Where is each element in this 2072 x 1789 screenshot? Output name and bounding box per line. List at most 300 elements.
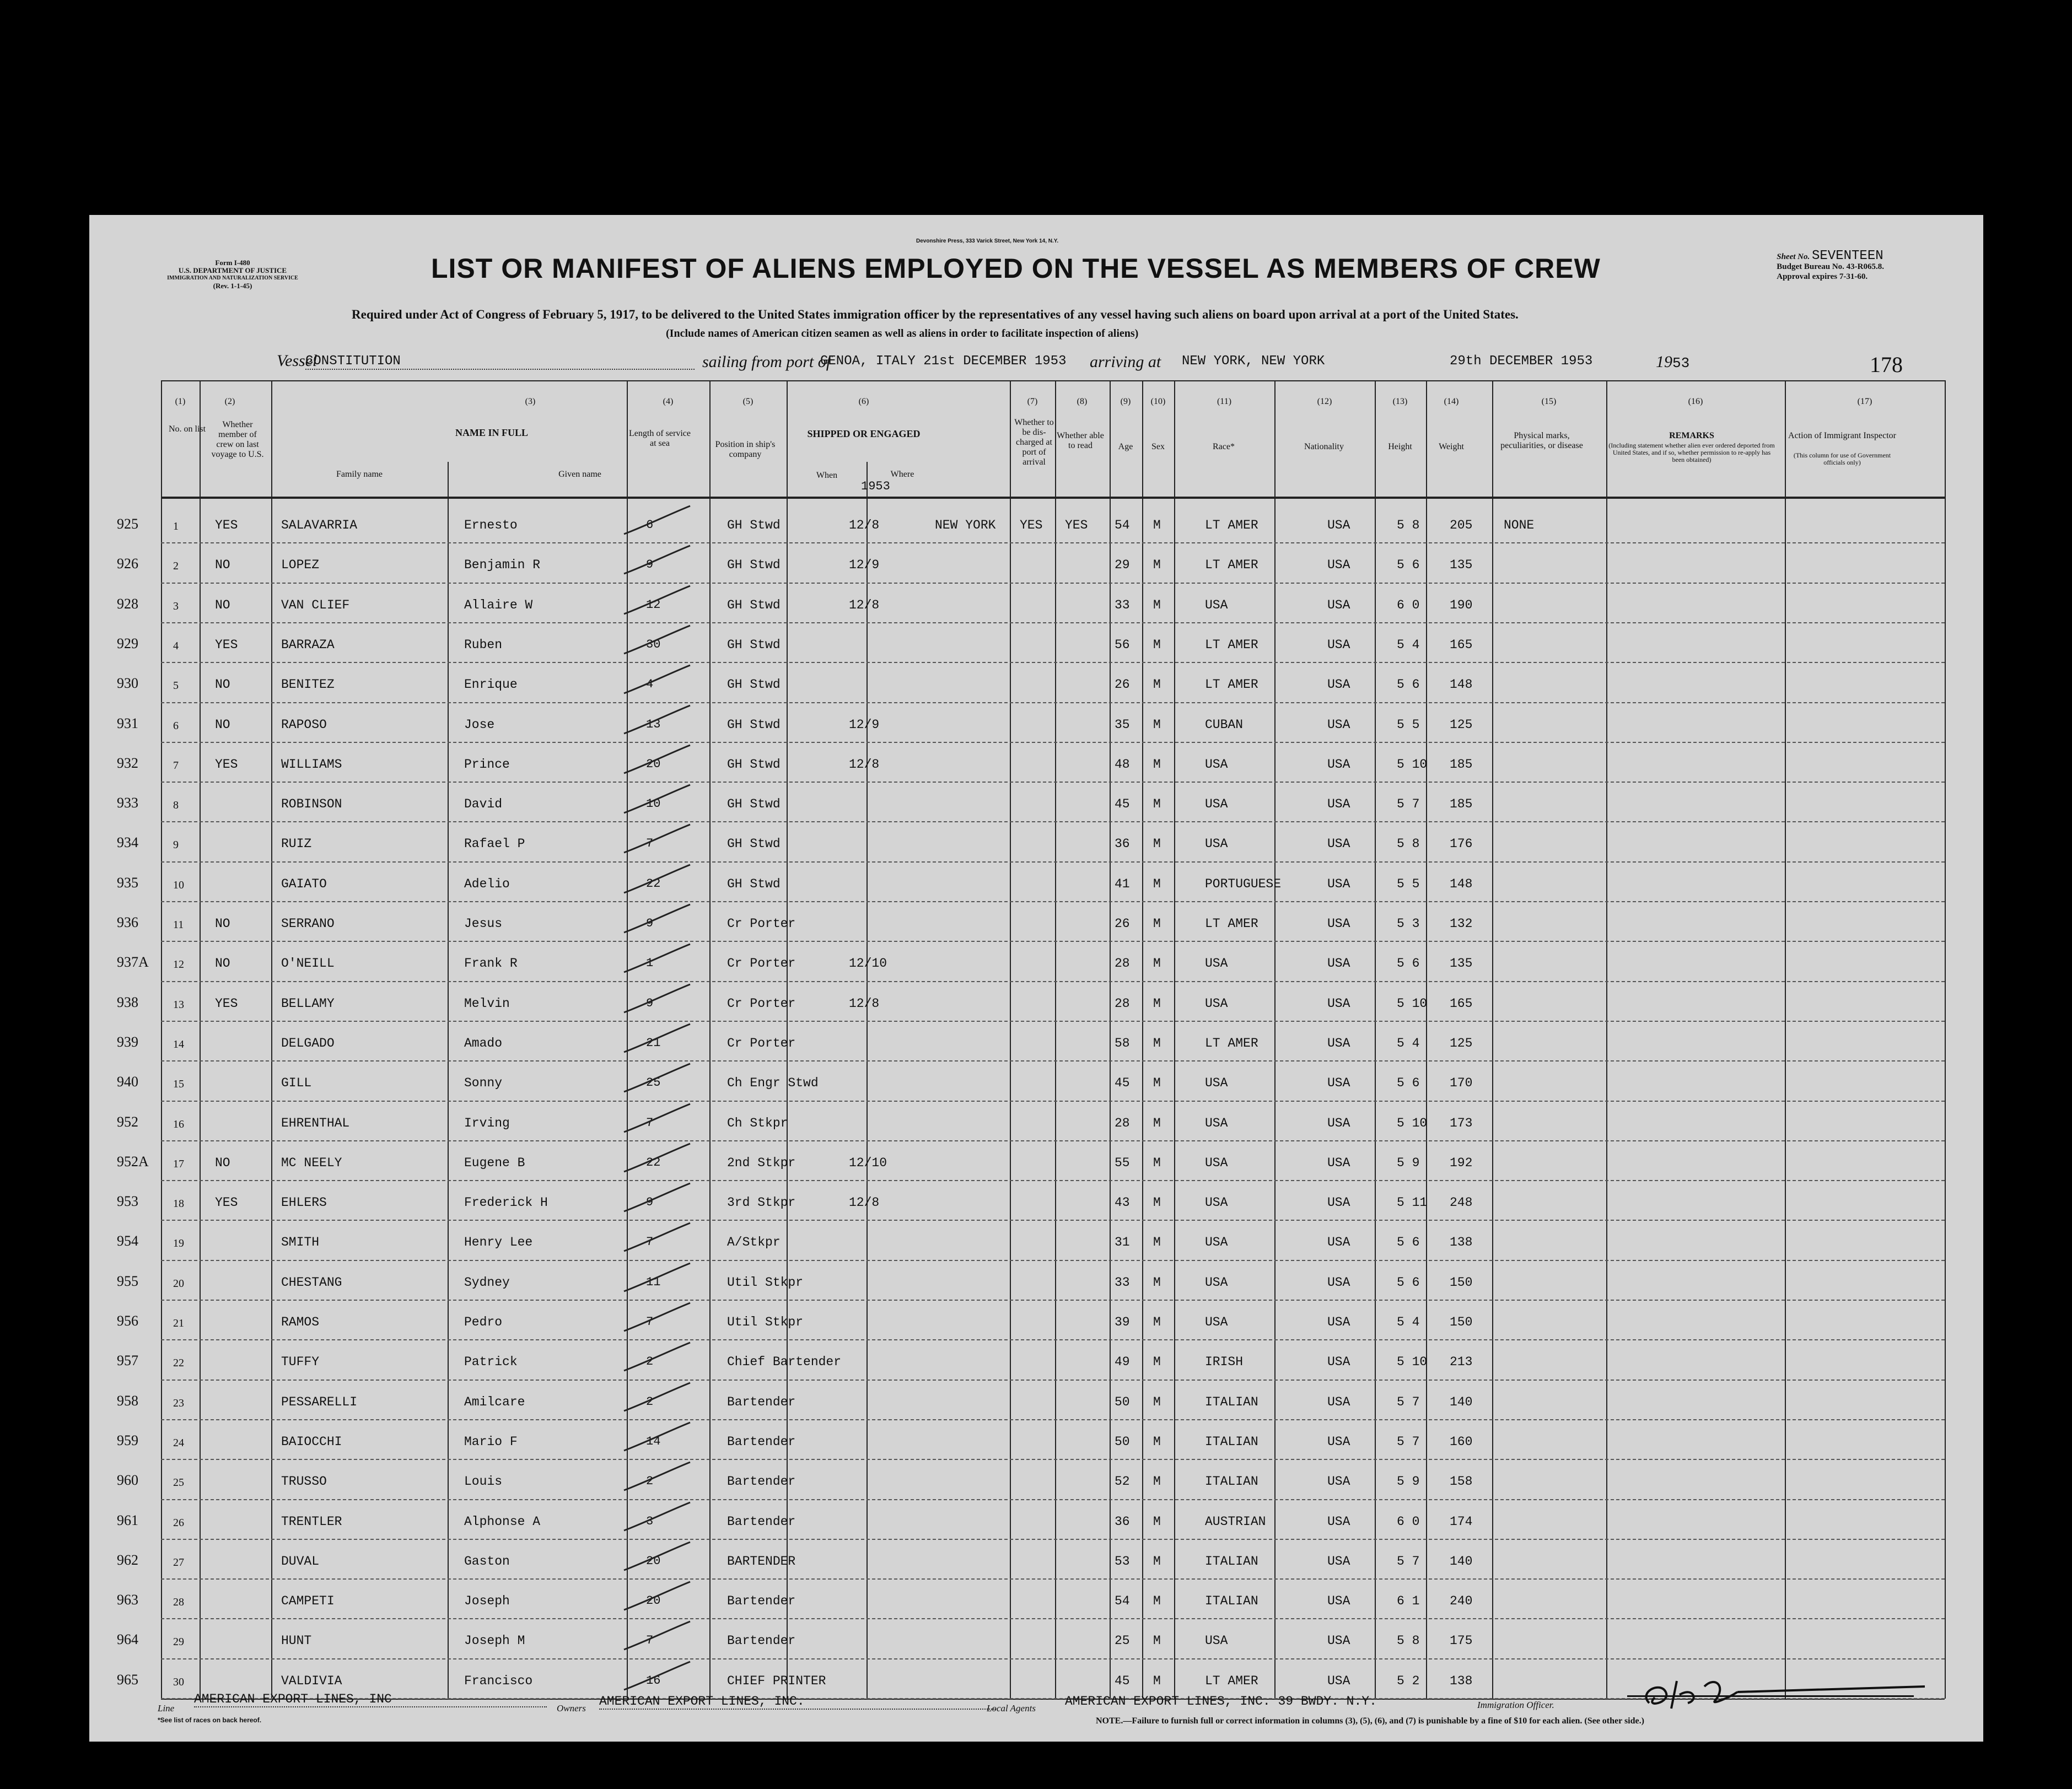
column-number: (13)	[1392, 397, 1408, 406]
service-check-mark	[618, 1221, 696, 1254]
cell-sex: M	[1153, 1195, 1161, 1210]
cell-given: Adelio	[464, 877, 510, 891]
year-suffix: 53	[1672, 355, 1690, 371]
cell-service: 2	[646, 1474, 654, 1488]
cell-crew: YES	[215, 1195, 238, 1210]
cell-position: Cr Porter	[727, 996, 796, 1011]
row-reference: 962	[117, 1552, 138, 1568]
cell-height: 6 1	[1397, 1594, 1420, 1608]
cell-crew: NO	[215, 1156, 230, 1170]
cell-age: 36	[1115, 837, 1130, 851]
row-number: 4	[173, 640, 179, 652]
cell-position: 2nd Stkpr	[727, 1156, 796, 1170]
cell-age: 28	[1115, 996, 1130, 1011]
cell-age: 25	[1115, 1634, 1130, 1648]
footer-owners-label: Owners	[557, 1703, 586, 1713]
cell-race: ITALIAN	[1205, 1474, 1258, 1489]
cell-weight: 125	[1450, 1036, 1473, 1050]
row-reference: 925	[117, 516, 138, 532]
cell-position: 3rd Stkpr	[727, 1195, 796, 1210]
service-check-mark	[618, 1061, 696, 1095]
column-rule	[161, 380, 162, 1699]
header-inspector: Action of Immigrant Inspector	[1788, 431, 1896, 440]
service-check-mark	[618, 543, 696, 576]
row-rule	[161, 1618, 1945, 1619]
cell-family: EHLERS	[281, 1195, 327, 1210]
service-check-mark	[618, 743, 696, 776]
header-inspector-note: (This column for use of Government officials only)	[1793, 451, 1891, 466]
row-reference: 954	[117, 1233, 138, 1249]
cell-race: USA	[1205, 598, 1228, 612]
cell-family: CAMPETI	[281, 1594, 335, 1608]
cell-family: RAPOSO	[281, 718, 327, 732]
cell-sex: M	[1153, 877, 1161, 891]
service-check-mark	[618, 982, 696, 1015]
cell-weight: 248	[1450, 1195, 1473, 1210]
cell-height: 5 8	[1397, 1634, 1420, 1648]
service-check-mark	[618, 1659, 696, 1693]
footer-owners: AMERICAN EXPORT LINES, INC.	[599, 1694, 996, 1710]
cell-when: 12/8	[849, 598, 880, 612]
cell-given: Amilcare	[464, 1395, 525, 1409]
cell-given: Jose	[464, 718, 495, 732]
form-number: Form I-480	[215, 258, 250, 267]
cell-family: ROBINSON	[281, 797, 342, 811]
service-check-mark	[618, 942, 696, 975]
cell-weight: 205	[1450, 518, 1473, 532]
cell-weight: 158	[1450, 1474, 1473, 1489]
service-check-mark	[618, 663, 696, 696]
cell-sex: M	[1153, 1634, 1161, 1648]
cell-position: GH Stwd	[727, 638, 781, 652]
cell-when: 12/9	[849, 558, 880, 572]
column-rule	[1606, 380, 1607, 1699]
row-number: 18	[173, 1198, 184, 1210]
service-check-mark	[618, 1340, 696, 1373]
header-family-name: Family name	[336, 470, 383, 479]
cell-height: 5 2	[1397, 1674, 1420, 1688]
column-number: (15)	[1541, 397, 1557, 406]
cell-given: Alphonse A	[464, 1515, 541, 1529]
service: IMMIGRATION AND NATURALIZATION SERVICE	[167, 275, 298, 281]
cell-race: CUBAN	[1205, 718, 1244, 732]
cell-race: LT AMER	[1205, 638, 1258, 652]
header-able-to-read: Whether able to read	[1057, 431, 1104, 450]
cell-weight: 165	[1450, 996, 1473, 1011]
row-rule	[161, 742, 1945, 743]
row-number: 11	[173, 919, 184, 931]
footer-note: NOTE.—Failure to furnish full or correct information in columns (3), (5), (6), and (7) is punishable by a fine of $10 for each alien. (See other side.)	[1096, 1716, 1644, 1726]
cell-given: Prince	[464, 757, 510, 772]
column-number: (5)	[742, 397, 754, 406]
cell-position: Bartender	[727, 1474, 796, 1489]
service-check-mark	[618, 1022, 696, 1055]
row-reference: 965	[117, 1672, 138, 1688]
cell-age: 52	[1115, 1474, 1130, 1489]
table-top-rule	[161, 380, 1945, 381]
cell-sex: M	[1153, 518, 1161, 532]
column-rule	[1055, 380, 1056, 1699]
header-discharged: Whether to be dis-charged at port of arrival	[1014, 418, 1054, 467]
cell-position: GH Stwd	[727, 598, 781, 612]
header-nationality: Nationality	[1304, 442, 1344, 451]
cell-age: 26	[1115, 917, 1130, 931]
vessel-label: Vessel	[277, 352, 317, 370]
cell-weight: 138	[1450, 1674, 1473, 1688]
row-rule	[161, 1339, 1945, 1340]
cell-age: 35	[1115, 718, 1130, 732]
cell-race: USA	[1205, 1634, 1228, 1648]
header-remarks: REMARKS	[1669, 431, 1714, 440]
row-reference: 961	[117, 1512, 138, 1528]
cell-read: YES	[1065, 518, 1088, 532]
row-rule	[161, 1260, 1945, 1261]
cell-family: SALAVARRIA	[281, 518, 358, 532]
cell-service: 13	[646, 718, 661, 731]
cell-family: BARRAZA	[281, 638, 335, 652]
header-crew-last-voyage: Whether member of crew on last voyage to U.S.	[211, 420, 264, 459]
cell-sex: M	[1153, 1315, 1161, 1329]
row-rule	[161, 782, 1945, 783]
cell-nat: USA	[1327, 1435, 1350, 1449]
cell-nat: USA	[1327, 638, 1350, 652]
row-reference: 929	[117, 635, 138, 651]
cell-race: AUSTRIAN	[1205, 1515, 1266, 1529]
header-no-on-list: No. on list	[168, 424, 206, 434]
cell-height: 5 10	[1397, 1116, 1428, 1130]
row-reference: 932	[117, 755, 138, 771]
cell-weight: 174	[1450, 1515, 1473, 1529]
row-rule	[161, 901, 1945, 902]
cell-nat: USA	[1327, 718, 1350, 732]
cell-weight: 185	[1450, 757, 1473, 772]
column-rule	[448, 462, 449, 1699]
cell-sex: M	[1153, 1076, 1161, 1090]
department: U.S. DEPARTMENT OF JUSTICE	[178, 266, 287, 274]
cell-sex: M	[1153, 1156, 1161, 1170]
cell-race: IRISH	[1205, 1355, 1244, 1369]
cell-sex: M	[1153, 1554, 1161, 1569]
cell-sex: M	[1153, 1594, 1161, 1608]
cell-sex: M	[1153, 718, 1161, 732]
cell-given: Frederick H	[464, 1195, 548, 1210]
cell-sex: M	[1153, 1235, 1161, 1249]
cell-weight: 160	[1450, 1435, 1473, 1449]
row-reference: 938	[117, 994, 138, 1010]
cell-family: GAIATO	[281, 877, 327, 891]
service-check-mark	[618, 863, 696, 896]
cell-weight: 176	[1450, 837, 1473, 851]
header-when: When	[816, 471, 838, 480]
cell-given: Mario F	[464, 1435, 518, 1449]
column-number: (16)	[1688, 397, 1703, 406]
cell-given: Jesus	[464, 917, 503, 931]
row-reference: 953	[117, 1193, 138, 1209]
row-reference: 956	[117, 1313, 138, 1329]
form-block	[161, 259, 304, 290]
table-header-rule	[161, 497, 1945, 499]
service-check-mark	[618, 822, 696, 855]
cell-weight: 140	[1450, 1395, 1473, 1409]
cell-sex: M	[1153, 797, 1161, 811]
signature-rule	[1627, 1695, 1914, 1697]
row-number: 30	[173, 1676, 184, 1688]
approval-expires: Approval expires 7-31-60.	[1777, 272, 1868, 281]
row-number: 19	[173, 1237, 184, 1249]
cell-service: 9	[646, 1195, 654, 1209]
cell-family: DUVAL	[281, 1554, 320, 1569]
cell-weight: 165	[1450, 638, 1473, 652]
cell-position: Cr Porter	[727, 1036, 796, 1050]
cell-race: LT AMER	[1205, 1674, 1258, 1688]
row-reference: 934	[117, 834, 138, 850]
row-reference: 959	[117, 1432, 138, 1448]
service-check-mark	[618, 902, 696, 935]
cell-sex: M	[1153, 1275, 1161, 1290]
cell-weight: 213	[1450, 1355, 1473, 1369]
cell-nat: USA	[1327, 877, 1350, 891]
cell-service: 20	[646, 757, 661, 771]
arriving-label: arriving at	[1090, 353, 1161, 371]
cell-when: 12/9	[849, 718, 880, 732]
cell-nat: USA	[1327, 558, 1350, 572]
row-number: 8	[173, 799, 179, 811]
row-number: 6	[173, 720, 179, 732]
column-rule	[1785, 380, 1786, 1699]
cell-nat: USA	[1327, 996, 1350, 1011]
sheet-label: Sheet No.	[1777, 252, 1810, 261]
cell-age: 33	[1115, 1275, 1130, 1290]
cell-nat: USA	[1327, 1594, 1350, 1608]
row-reference: 940	[117, 1074, 138, 1090]
row-rule	[161, 1658, 1945, 1659]
cell-given: Sydney	[464, 1275, 510, 1290]
cell-crew: NO	[215, 598, 230, 612]
cell-crew: NO	[215, 718, 230, 732]
cell-position: A/Stkpr	[727, 1235, 781, 1249]
page-number: 178	[1870, 352, 1903, 377]
cell-where: NEW YORK	[935, 518, 996, 532]
cell-family: SMITH	[281, 1235, 320, 1249]
cell-service: 30	[646, 638, 661, 651]
row-number: 15	[173, 1078, 184, 1090]
cell-sex: M	[1153, 1474, 1161, 1489]
cell-sex: M	[1153, 558, 1161, 572]
service-check-mark	[618, 1540, 696, 1573]
cell-service: 7	[646, 1315, 654, 1329]
cell-race: ITALIAN	[1205, 1594, 1258, 1608]
cell-nat: USA	[1327, 1395, 1350, 1409]
cell-family: DELGADO	[281, 1036, 335, 1050]
cell-age: 50	[1115, 1395, 1130, 1409]
cell-service: 9	[646, 917, 654, 930]
cell-position: Chief Bartender	[727, 1355, 842, 1369]
row-reference: 926	[117, 556, 138, 572]
sailing-port-date: GENOA, ITALY 21st DECEMBER 1953	[820, 354, 1067, 369]
cell-given: Gaston	[464, 1554, 510, 1569]
cell-position: Cr Porter	[727, 956, 796, 971]
header-where: Where	[890, 470, 914, 479]
cell-age: 50	[1115, 1435, 1130, 1449]
row-number: 23	[173, 1397, 184, 1409]
cell-age: 33	[1115, 598, 1130, 612]
cell-sex: M	[1153, 1674, 1161, 1688]
sheet-number: SEVENTEEN	[1812, 249, 1883, 263]
cell-family: VALDIVIA	[281, 1674, 342, 1688]
cell-sex: M	[1153, 677, 1161, 692]
row-rule	[161, 1459, 1945, 1460]
cell-given: Allaire W	[464, 598, 533, 612]
row-rule	[161, 542, 1945, 543]
cell-given: Henry Lee	[464, 1235, 533, 1249]
cell-position: Bartender	[727, 1435, 796, 1449]
header-age: Age	[1118, 442, 1133, 451]
cell-given: Louis	[464, 1474, 503, 1489]
budget-bureau: Budget Bureau No. 43-R065.8.	[1777, 262, 1884, 271]
cell-given: Frank R	[464, 956, 518, 971]
service-check-mark	[618, 504, 696, 537]
cell-family: O'NEILL	[281, 956, 335, 971]
cell-position: Ch Stkpr	[727, 1116, 788, 1130]
cell-race: USA	[1205, 1235, 1228, 1249]
cell-sex: M	[1153, 996, 1161, 1011]
cell-position: Util Stkpr	[727, 1275, 804, 1290]
row-number: 29	[173, 1636, 184, 1648]
sheet-block	[1777, 251, 1884, 282]
cell-given: Eugene B	[464, 1156, 525, 1170]
row-number: 26	[173, 1517, 184, 1529]
cell-position: GH Stwd	[727, 677, 781, 692]
cell-height: 5 10	[1397, 757, 1428, 772]
cell-family: BENITEZ	[281, 677, 335, 692]
service-check-mark	[618, 1580, 696, 1613]
cell-weight: 125	[1450, 718, 1473, 732]
column-number: (7)	[1027, 397, 1038, 406]
cell-sex: M	[1153, 1435, 1161, 1449]
cell-sex: M	[1153, 837, 1161, 851]
column-number: (11)	[1217, 397, 1232, 406]
cell-height: 5 6	[1397, 1076, 1420, 1090]
cell-position: GH Stwd	[727, 757, 781, 772]
cell-race: ITALIAN	[1205, 1554, 1258, 1569]
row-rule	[161, 861, 1945, 863]
cell-age: 43	[1115, 1195, 1130, 1210]
cell-crew: YES	[215, 638, 238, 652]
cell-age: 45	[1115, 1674, 1130, 1688]
cell-age: 29	[1115, 558, 1130, 572]
cell-nat: USA	[1327, 1674, 1350, 1688]
row-rule	[161, 1220, 1945, 1221]
cell-nat: USA	[1327, 1515, 1350, 1529]
cell-age: 54	[1115, 1594, 1130, 1608]
header-weight: Weight	[1439, 442, 1464, 451]
cell-race: ITALIAN	[1205, 1395, 1258, 1409]
cell-height: 6 0	[1397, 1515, 1420, 1529]
row-rule	[161, 1060, 1945, 1061]
cell-family: WILLIAMS	[281, 757, 342, 772]
cell-crew: NO	[215, 917, 230, 931]
row-rule	[161, 1140, 1945, 1141]
cell-family: TRENTLER	[281, 1515, 342, 1529]
row-number: 14	[173, 1038, 184, 1050]
races-note: *See list of races on back hereof.	[158, 1716, 262, 1724]
row-reference: 928	[117, 596, 138, 612]
column-number: (17)	[1857, 397, 1872, 406]
cell-height: 5 6	[1397, 1275, 1420, 1290]
column-number: (10)	[1150, 397, 1166, 406]
header-name-in-full: NAME IN FULL	[455, 427, 528, 438]
cell-given: Pedro	[464, 1315, 503, 1329]
service-check-mark	[618, 1261, 696, 1294]
cell-weight: 138	[1450, 1235, 1473, 1249]
row-reference: 939	[117, 1034, 138, 1050]
row-number: 3	[173, 600, 179, 612]
row-number: 9	[173, 839, 179, 851]
cell-race: USA	[1205, 757, 1228, 772]
cell-crew: NO	[215, 956, 230, 971]
vessel-name: CONSTITUTION	[305, 354, 695, 370]
cell-height: 5 6	[1397, 677, 1420, 692]
cell-weight: 170	[1450, 1076, 1473, 1090]
row-reference: 964	[117, 1631, 138, 1647]
cell-nat: USA	[1327, 518, 1350, 532]
cell-weight: 135	[1450, 956, 1473, 971]
cell-weight: 190	[1450, 598, 1473, 612]
cell-height: 5 10	[1397, 996, 1428, 1011]
cell-nat: USA	[1327, 956, 1350, 971]
cell-service: 7	[646, 1116, 654, 1130]
cell-height: 5 7	[1397, 1554, 1420, 1569]
cell-sex: M	[1153, 1116, 1161, 1130]
cell-family: BELLAMY	[281, 996, 335, 1011]
cell-race: USA	[1205, 1195, 1228, 1210]
header-given-name: Given name	[558, 470, 601, 479]
cell-height: 5 7	[1397, 1435, 1420, 1449]
cell-weight: 173	[1450, 1116, 1473, 1130]
cell-given: Benjamin R	[464, 558, 541, 572]
cell-sex: M	[1153, 1036, 1161, 1050]
cell-family: VAN CLIEF	[281, 598, 350, 612]
row-number: 24	[173, 1437, 184, 1449]
footer-line: AMERICAN EXPORT LINES, INC	[194, 1692, 547, 1707]
header-position: Position in ship's company	[715, 440, 776, 459]
cell-service: 3	[646, 1515, 654, 1528]
cell-age: 31	[1115, 1235, 1130, 1249]
row-rule	[161, 981, 1945, 982]
cell-weight: 192	[1450, 1156, 1473, 1170]
cell-given: Ruben	[464, 638, 503, 652]
cell-age: 28	[1115, 1116, 1130, 1130]
cell-service: 2	[646, 1355, 654, 1368]
cell-race: USA	[1205, 1076, 1228, 1090]
row-rule	[161, 583, 1945, 584]
cell-service: 20	[646, 1554, 661, 1568]
service-check-mark	[618, 783, 696, 816]
cell-position: GH Stwd	[727, 837, 781, 851]
cell-race: LT AMER	[1205, 1036, 1258, 1050]
column-number: (1)	[175, 397, 186, 406]
cell-service: 16	[646, 1674, 661, 1688]
cell-age: 55	[1115, 1156, 1130, 1170]
revision: (Rev. 1-1-45)	[213, 282, 252, 290]
header-shipped-engaged: SHIPPED OR ENGAGED	[807, 428, 921, 439]
row-reference: 958	[117, 1393, 138, 1409]
column-rule	[200, 380, 201, 1699]
cell-nat: USA	[1327, 757, 1350, 772]
cell-given: Ernesto	[464, 518, 518, 532]
cell-nat: USA	[1327, 1634, 1350, 1648]
cell-position: Util Stkpr	[727, 1315, 804, 1329]
